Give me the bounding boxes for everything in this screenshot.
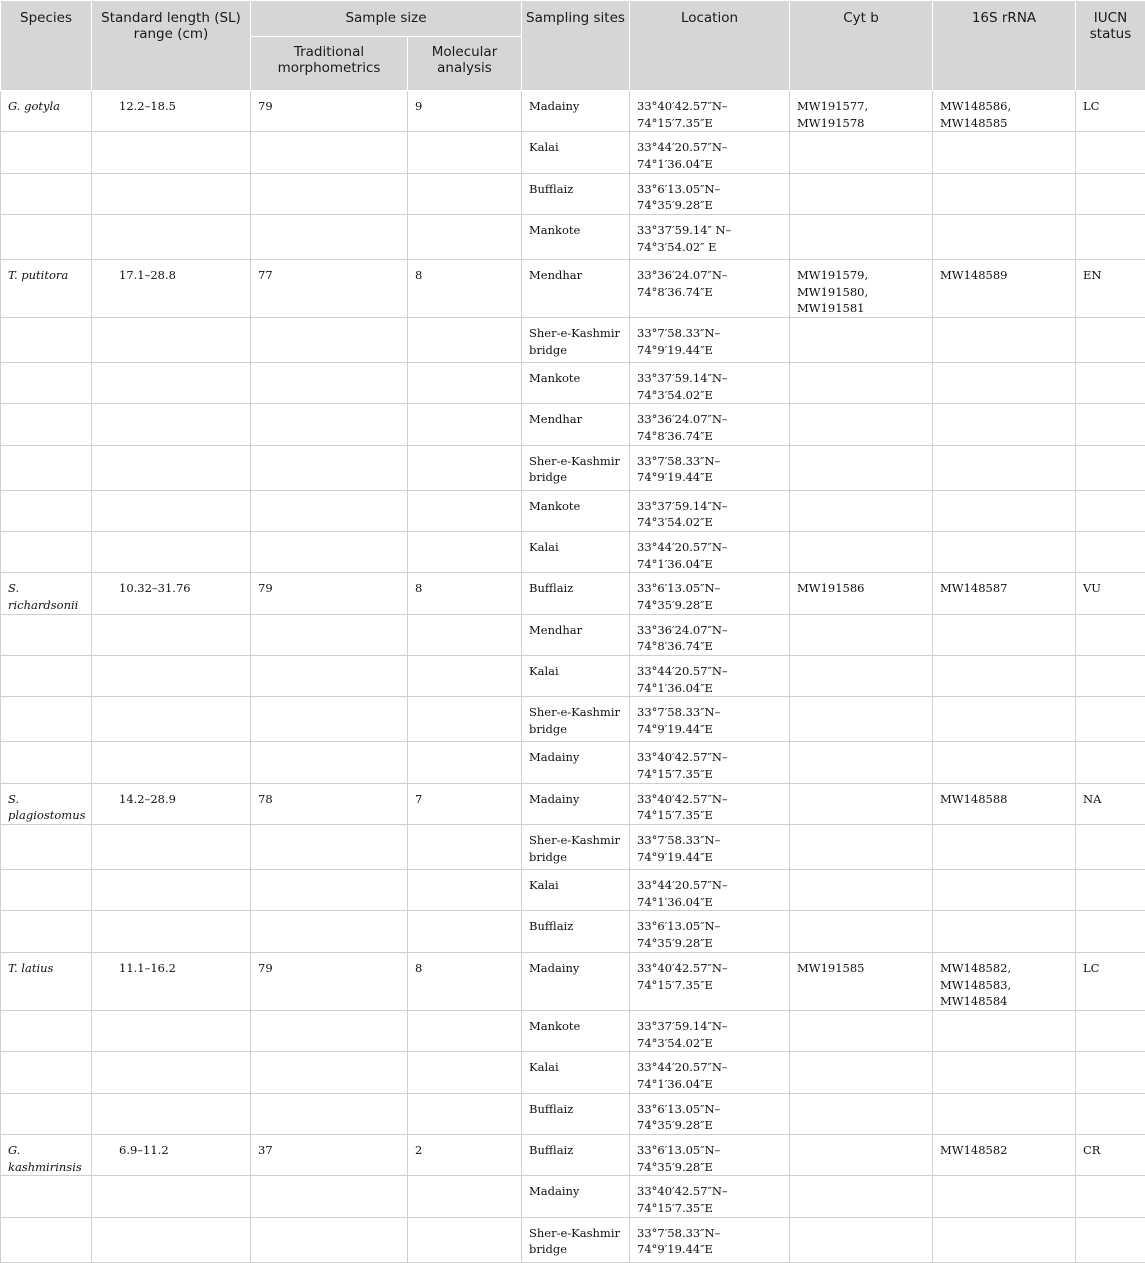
cell-molecular xyxy=(408,742,522,783)
cell-iucn-status xyxy=(1076,697,1145,742)
cell-iucn-status xyxy=(1076,318,1145,363)
cell-sampling-site: Sher-e-Kashmir bridge xyxy=(522,697,630,742)
cell-traditional xyxy=(251,215,408,260)
cell-traditional xyxy=(251,132,408,173)
cell-species xyxy=(1,132,92,173)
cell-molecular xyxy=(408,363,522,404)
cell-16s-rrna xyxy=(933,870,1076,911)
header-sampling-sites: Sampling sites xyxy=(522,1,630,91)
cell-molecular xyxy=(408,1093,522,1134)
cell-sl-range xyxy=(92,404,251,445)
cell-species xyxy=(1,1176,92,1217)
cell-traditional xyxy=(251,1176,408,1217)
cell-sampling-site: Sher-e-Kashmir bridge xyxy=(522,825,630,870)
cell-species xyxy=(1,1010,92,1051)
cell-16s-rrna xyxy=(933,532,1076,573)
cell-iucn-status xyxy=(1076,614,1145,655)
cell-cytb: MW191579, MW191580, MW191581 xyxy=(790,260,933,318)
cell-iucn-status xyxy=(1076,656,1145,697)
cell-species xyxy=(1,742,92,783)
cell-location: 33°6′13.05″N–74°35′9.28″E xyxy=(630,1093,790,1134)
cell-iucn-status xyxy=(1076,1052,1145,1093)
cell-iucn-status: LC xyxy=(1076,91,1145,132)
table-row xyxy=(1,363,1145,404)
table-row xyxy=(1,1176,1145,1217)
cell-species xyxy=(1,318,92,363)
cell-sl-range xyxy=(92,614,251,655)
header-cytb: Cyt b xyxy=(790,1,933,91)
table-row xyxy=(1,260,1145,318)
cell-species: S. plagiostomus xyxy=(1,783,92,824)
cell-molecular xyxy=(408,532,522,573)
cell-16s-rrna xyxy=(933,656,1076,697)
cell-16s-rrna xyxy=(933,825,1076,870)
cell-location: 33°37′59.14″N–74°3′54.02″E xyxy=(630,363,790,404)
cell-location: 33°7′58.33″N–74°9′19.44″E xyxy=(630,318,790,363)
cell-location: 33°44′20.57″N–74°1′36.04″E xyxy=(630,532,790,573)
cell-sl-range: 6.9–11.2 xyxy=(92,1134,251,1175)
cell-sampling-site: Bufflaiz xyxy=(522,1093,630,1134)
cell-sampling-site: Sher-e-Kashmir bridge xyxy=(522,445,630,490)
cell-species: S. richardsonii xyxy=(1,573,92,614)
cell-location: 33°44′20.57″N–74°1′36.04″E xyxy=(630,656,790,697)
cell-16s-rrna xyxy=(933,1176,1076,1217)
cell-molecular xyxy=(408,1176,522,1217)
cell-species xyxy=(1,697,92,742)
cell-cytb: MW191585 xyxy=(790,952,933,1010)
table-row xyxy=(1,1052,1145,1093)
cell-location: 33°36′24.07″N–74°8′36.74″E xyxy=(630,260,790,318)
cell-location: 33°44′20.57″N–74°1′36.04″E xyxy=(630,1052,790,1093)
cell-location: 33°6′13.05″N–74°35′9.28″E xyxy=(630,1134,790,1175)
cell-16s-rrna xyxy=(933,363,1076,404)
cell-cytb xyxy=(790,1217,933,1262)
cell-sampling-site: Madainy xyxy=(522,952,630,1010)
table-row xyxy=(1,783,1145,824)
cell-location: 33°7′58.33″N–74°9′19.44″E xyxy=(630,825,790,870)
header-molecular-analysis: Molecular analysis xyxy=(408,37,522,91)
cell-cytb xyxy=(790,1134,933,1175)
cell-sampling-site: Mankote xyxy=(522,490,630,531)
cell-sl-range: 14.2–28.9 xyxy=(92,783,251,824)
cell-sampling-site: Bufflaiz xyxy=(522,173,630,214)
cell-iucn-status: VU xyxy=(1076,573,1145,614)
cell-iucn-status: EN xyxy=(1076,260,1145,318)
cell-cytb xyxy=(790,1093,933,1134)
cell-sl-range xyxy=(92,825,251,870)
cell-traditional: 77 xyxy=(251,260,408,318)
cell-cytb xyxy=(790,532,933,573)
table-row xyxy=(1,825,1145,870)
cell-sampling-site: Kalai xyxy=(522,1052,630,1093)
table-row xyxy=(1,697,1145,742)
cell-traditional: 79 xyxy=(251,952,408,1010)
cell-traditional xyxy=(251,363,408,404)
cell-sl-range: 11.1–16.2 xyxy=(92,952,251,1010)
cell-sl-range: 17.1–28.8 xyxy=(92,260,251,318)
cell-traditional xyxy=(251,656,408,697)
cell-16s-rrna xyxy=(933,404,1076,445)
table-row xyxy=(1,173,1145,214)
cell-sl-range xyxy=(92,1217,251,1262)
cell-sampling-site: Bufflaiz xyxy=(522,1134,630,1175)
cell-sampling-site: Sher-e-Kashmir bridge xyxy=(522,318,630,363)
cell-cytb xyxy=(790,825,933,870)
cell-traditional xyxy=(251,1010,408,1051)
cell-sampling-site: Kalai xyxy=(522,870,630,911)
cell-sampling-site: Mankote xyxy=(522,215,630,260)
cell-iucn-status xyxy=(1076,1010,1145,1051)
cell-iucn-status xyxy=(1076,363,1145,404)
cell-cytb xyxy=(790,132,933,173)
cell-location: 33°6′13.05″N–74°35′9.28″E xyxy=(630,173,790,214)
cell-iucn-status xyxy=(1076,1217,1145,1262)
cell-traditional xyxy=(251,318,408,363)
cell-cytb xyxy=(790,363,933,404)
cell-cytb xyxy=(790,614,933,655)
table-row xyxy=(1,132,1145,173)
cell-molecular: 9 xyxy=(408,91,522,132)
cell-location: 33°44′20.57″N–74°1′36.04″E xyxy=(630,132,790,173)
header-sample-size: Sample size xyxy=(251,1,522,37)
cell-sl-range: 12.2–18.5 xyxy=(92,91,251,132)
cell-sl-range xyxy=(92,656,251,697)
cell-cytb xyxy=(790,656,933,697)
cell-sampling-site: Kalai xyxy=(522,132,630,173)
cell-sampling-site: Madainy xyxy=(522,742,630,783)
cell-species xyxy=(1,1052,92,1093)
cell-traditional xyxy=(251,1217,408,1262)
cell-species xyxy=(1,825,92,870)
cell-species xyxy=(1,614,92,655)
cell-molecular xyxy=(408,490,522,531)
table-row xyxy=(1,911,1145,952)
table-header xyxy=(1,1,1145,91)
cell-traditional xyxy=(251,173,408,214)
cell-16s-rrna xyxy=(933,1010,1076,1051)
cell-molecular xyxy=(408,318,522,363)
cell-cytb: MW191577, MW191578 xyxy=(790,91,933,132)
table-body xyxy=(1,91,1145,1263)
cell-location: 33°37′59.14″ N–74°3′54.02″ E xyxy=(630,215,790,260)
cell-traditional: 37 xyxy=(251,1134,408,1175)
cell-sl-range xyxy=(92,532,251,573)
cell-traditional xyxy=(251,870,408,911)
table-row xyxy=(1,91,1145,132)
cell-species xyxy=(1,490,92,531)
cell-sampling-site: Mendhar xyxy=(522,260,630,318)
cell-location: 33°40′42.57″N–74°15′7.35″E xyxy=(630,91,790,132)
cell-sl-range xyxy=(92,742,251,783)
cell-molecular xyxy=(408,1052,522,1093)
table-row xyxy=(1,870,1145,911)
cell-sl-range xyxy=(92,318,251,363)
cell-species xyxy=(1,445,92,490)
table-row xyxy=(1,318,1145,363)
cell-molecular xyxy=(408,445,522,490)
cell-16s-rrna xyxy=(933,614,1076,655)
cell-16s-rrna xyxy=(933,1093,1076,1134)
cell-molecular xyxy=(408,656,522,697)
cell-sl-range xyxy=(92,363,251,404)
cell-cytb: MW191586 xyxy=(790,573,933,614)
cell-sampling-site: Mendhar xyxy=(522,614,630,655)
cell-species xyxy=(1,1093,92,1134)
cell-species xyxy=(1,1217,92,1262)
cell-species xyxy=(1,656,92,697)
table-row xyxy=(1,1010,1145,1051)
cell-sampling-site: Sher-e-Kashmir bridge xyxy=(522,1217,630,1262)
cell-location: 33°7′58.33″N–74°9′19.44″E xyxy=(630,445,790,490)
cell-sl-range xyxy=(92,1052,251,1093)
table-row xyxy=(1,1217,1145,1262)
cell-species xyxy=(1,173,92,214)
table-row xyxy=(1,490,1145,531)
cell-sampling-site: Madainy xyxy=(522,783,630,824)
cell-iucn-status: NA xyxy=(1076,783,1145,824)
header-16s-rrna: 16S rRNA xyxy=(933,1,1076,91)
cell-location: 33°36′24.07″N–74°8′36.74″E xyxy=(630,404,790,445)
cell-sl-range xyxy=(92,870,251,911)
table-row xyxy=(1,742,1145,783)
cell-16s-rrna xyxy=(933,697,1076,742)
cell-species: T. putitora xyxy=(1,260,92,318)
cell-iucn-status: LC xyxy=(1076,952,1145,1010)
header-location: Location xyxy=(630,1,790,91)
cell-species xyxy=(1,404,92,445)
cell-location: 33°6′13.05″N–74°35′9.28″E xyxy=(630,911,790,952)
cell-traditional: 79 xyxy=(251,573,408,614)
cell-molecular xyxy=(408,1010,522,1051)
cell-molecular xyxy=(408,1217,522,1262)
cell-location: 33°7′58.33″N–74°9′19.44″E xyxy=(630,1217,790,1262)
cell-cytb xyxy=(790,404,933,445)
cell-molecular: 8 xyxy=(408,573,522,614)
cell-16s-rrna: MW148587 xyxy=(933,573,1076,614)
cell-sl-range xyxy=(92,132,251,173)
cell-traditional xyxy=(251,825,408,870)
cell-cytb xyxy=(790,1176,933,1217)
cell-sl-range xyxy=(92,490,251,531)
header-iucn-status: IUCN status xyxy=(1076,1,1145,91)
cell-cytb xyxy=(790,490,933,531)
cell-sl-range xyxy=(92,1093,251,1134)
cell-16s-rrna xyxy=(933,215,1076,260)
cell-location: 33°37′59.14″N–74°3′54.02″E xyxy=(630,1010,790,1051)
cell-location: 33°40′42.57″N–74°15′7.35″E xyxy=(630,1176,790,1217)
table-row xyxy=(1,1134,1145,1175)
header-species: Species xyxy=(1,1,92,91)
cell-iucn-status xyxy=(1076,742,1145,783)
cell-sl-range xyxy=(92,215,251,260)
cell-16s-rrna xyxy=(933,318,1076,363)
cell-molecular: 8 xyxy=(408,260,522,318)
cell-iucn-status xyxy=(1076,404,1145,445)
table-row xyxy=(1,656,1145,697)
table-row xyxy=(1,445,1145,490)
cell-cytb xyxy=(790,783,933,824)
cell-molecular xyxy=(408,173,522,214)
cell-molecular: 8 xyxy=(408,952,522,1010)
table-row xyxy=(1,614,1145,655)
cell-species xyxy=(1,870,92,911)
cell-species xyxy=(1,911,92,952)
cell-16s-rrna xyxy=(933,1052,1076,1093)
cell-location: 33°40′42.57″N–74°15′7.35″E xyxy=(630,742,790,783)
cell-cytb xyxy=(790,1010,933,1051)
cell-species: G. gotyla xyxy=(1,91,92,132)
cell-sampling-site: Kalai xyxy=(522,532,630,573)
cell-16s-rrna xyxy=(933,742,1076,783)
cell-iucn-status xyxy=(1076,215,1145,260)
cell-16s-rrna xyxy=(933,1217,1076,1262)
cell-location: 33°40′42.57″N–74°15′7.35″E xyxy=(630,952,790,1010)
cell-sampling-site: Mankote xyxy=(522,363,630,404)
table-row xyxy=(1,952,1145,1010)
cell-16s-rrna: MW148589 xyxy=(933,260,1076,318)
cell-cytb xyxy=(790,1052,933,1093)
cell-iucn-status xyxy=(1076,445,1145,490)
cell-traditional xyxy=(251,697,408,742)
cell-location: 33°40′42.57″N–74°15′7.35″E xyxy=(630,783,790,824)
cell-16s-rrna: MW148588 xyxy=(933,783,1076,824)
cell-sl-range: 10.32–31.76 xyxy=(92,573,251,614)
cell-molecular xyxy=(408,870,522,911)
cell-16s-rrna: MW148582, MW148583, MW148584 xyxy=(933,952,1076,1010)
cell-molecular xyxy=(408,911,522,952)
cell-location: 33°6′13.05″N–74°35′9.28″E xyxy=(630,573,790,614)
cell-molecular xyxy=(408,215,522,260)
cell-iucn-status xyxy=(1076,911,1145,952)
cell-species: T. latius xyxy=(1,952,92,1010)
cell-16s-rrna xyxy=(933,132,1076,173)
cell-iucn-status xyxy=(1076,173,1145,214)
cell-sl-range xyxy=(92,173,251,214)
cell-sl-range xyxy=(92,1176,251,1217)
table-row xyxy=(1,404,1145,445)
cell-iucn-status xyxy=(1076,1093,1145,1134)
cell-molecular: 2 xyxy=(408,1134,522,1175)
cell-traditional xyxy=(251,445,408,490)
cell-cytb xyxy=(790,318,933,363)
cell-sl-range xyxy=(92,697,251,742)
cell-16s-rrna xyxy=(933,445,1076,490)
header-sl-range: Standard length (SL) range (cm) xyxy=(92,1,251,91)
cell-species: G. kashmirinsis xyxy=(1,1134,92,1175)
cell-location: 33°37′59.14″N–74°3′54.02″E xyxy=(630,490,790,531)
cell-traditional xyxy=(251,532,408,573)
cell-cytb xyxy=(790,445,933,490)
cell-location: 33°36′24.07″N–74°8′36.74″E xyxy=(630,614,790,655)
cell-molecular xyxy=(408,697,522,742)
cell-sampling-site: Bufflaiz xyxy=(522,573,630,614)
cell-cytb xyxy=(790,870,933,911)
cell-sl-range xyxy=(92,911,251,952)
cell-traditional xyxy=(251,490,408,531)
cell-sampling-site: Madainy xyxy=(522,1176,630,1217)
cell-16s-rrna xyxy=(933,173,1076,214)
table-row xyxy=(1,215,1145,260)
cell-molecular: 7 xyxy=(408,783,522,824)
cell-molecular xyxy=(408,825,522,870)
cell-sl-range xyxy=(92,445,251,490)
cell-molecular xyxy=(408,404,522,445)
cell-traditional xyxy=(251,404,408,445)
cell-iucn-status xyxy=(1076,490,1145,531)
cell-molecular xyxy=(408,614,522,655)
cell-16s-rrna xyxy=(933,490,1076,531)
cell-iucn-status xyxy=(1076,825,1145,870)
cell-sampling-site: Bufflaiz xyxy=(522,911,630,952)
cell-sampling-site: Mankote xyxy=(522,1010,630,1051)
cell-molecular xyxy=(408,132,522,173)
table-row xyxy=(1,1093,1145,1134)
cell-location: 33°44′20.57″N–74°1′36.04″E xyxy=(630,870,790,911)
cell-traditional: 79 xyxy=(251,91,408,132)
cell-species xyxy=(1,363,92,404)
cell-iucn-status: CR xyxy=(1076,1134,1145,1175)
table-row xyxy=(1,532,1145,573)
header-traditional-morphometrics: Traditional morphometrics xyxy=(251,37,408,91)
cell-traditional xyxy=(251,742,408,783)
cell-sampling-site: Kalai xyxy=(522,656,630,697)
cell-iucn-status xyxy=(1076,1176,1145,1217)
cell-location: 33°7′58.33″N–74°9′19.44″E xyxy=(630,697,790,742)
cell-iucn-status xyxy=(1076,870,1145,911)
cell-cytb xyxy=(790,173,933,214)
cell-traditional xyxy=(251,911,408,952)
cell-16s-rrna: MW148586, MW148585 xyxy=(933,91,1076,132)
cell-cytb xyxy=(790,742,933,783)
cell-16s-rrna: MW148582 xyxy=(933,1134,1076,1175)
cell-species xyxy=(1,215,92,260)
cell-iucn-status xyxy=(1076,132,1145,173)
cell-cytb xyxy=(790,911,933,952)
cell-cytb xyxy=(790,697,933,742)
cell-traditional xyxy=(251,1052,408,1093)
cell-species xyxy=(1,532,92,573)
cell-sampling-site: Mendhar xyxy=(522,404,630,445)
cell-iucn-status xyxy=(1076,532,1145,573)
cell-traditional xyxy=(251,614,408,655)
cell-cytb xyxy=(790,215,933,260)
cell-traditional: 78 xyxy=(251,783,408,824)
cell-traditional xyxy=(251,1093,408,1134)
cell-sampling-site: Madainy xyxy=(522,91,630,132)
table-row xyxy=(1,573,1145,614)
cell-sl-range xyxy=(92,1010,251,1051)
cell-16s-rrna xyxy=(933,911,1076,952)
